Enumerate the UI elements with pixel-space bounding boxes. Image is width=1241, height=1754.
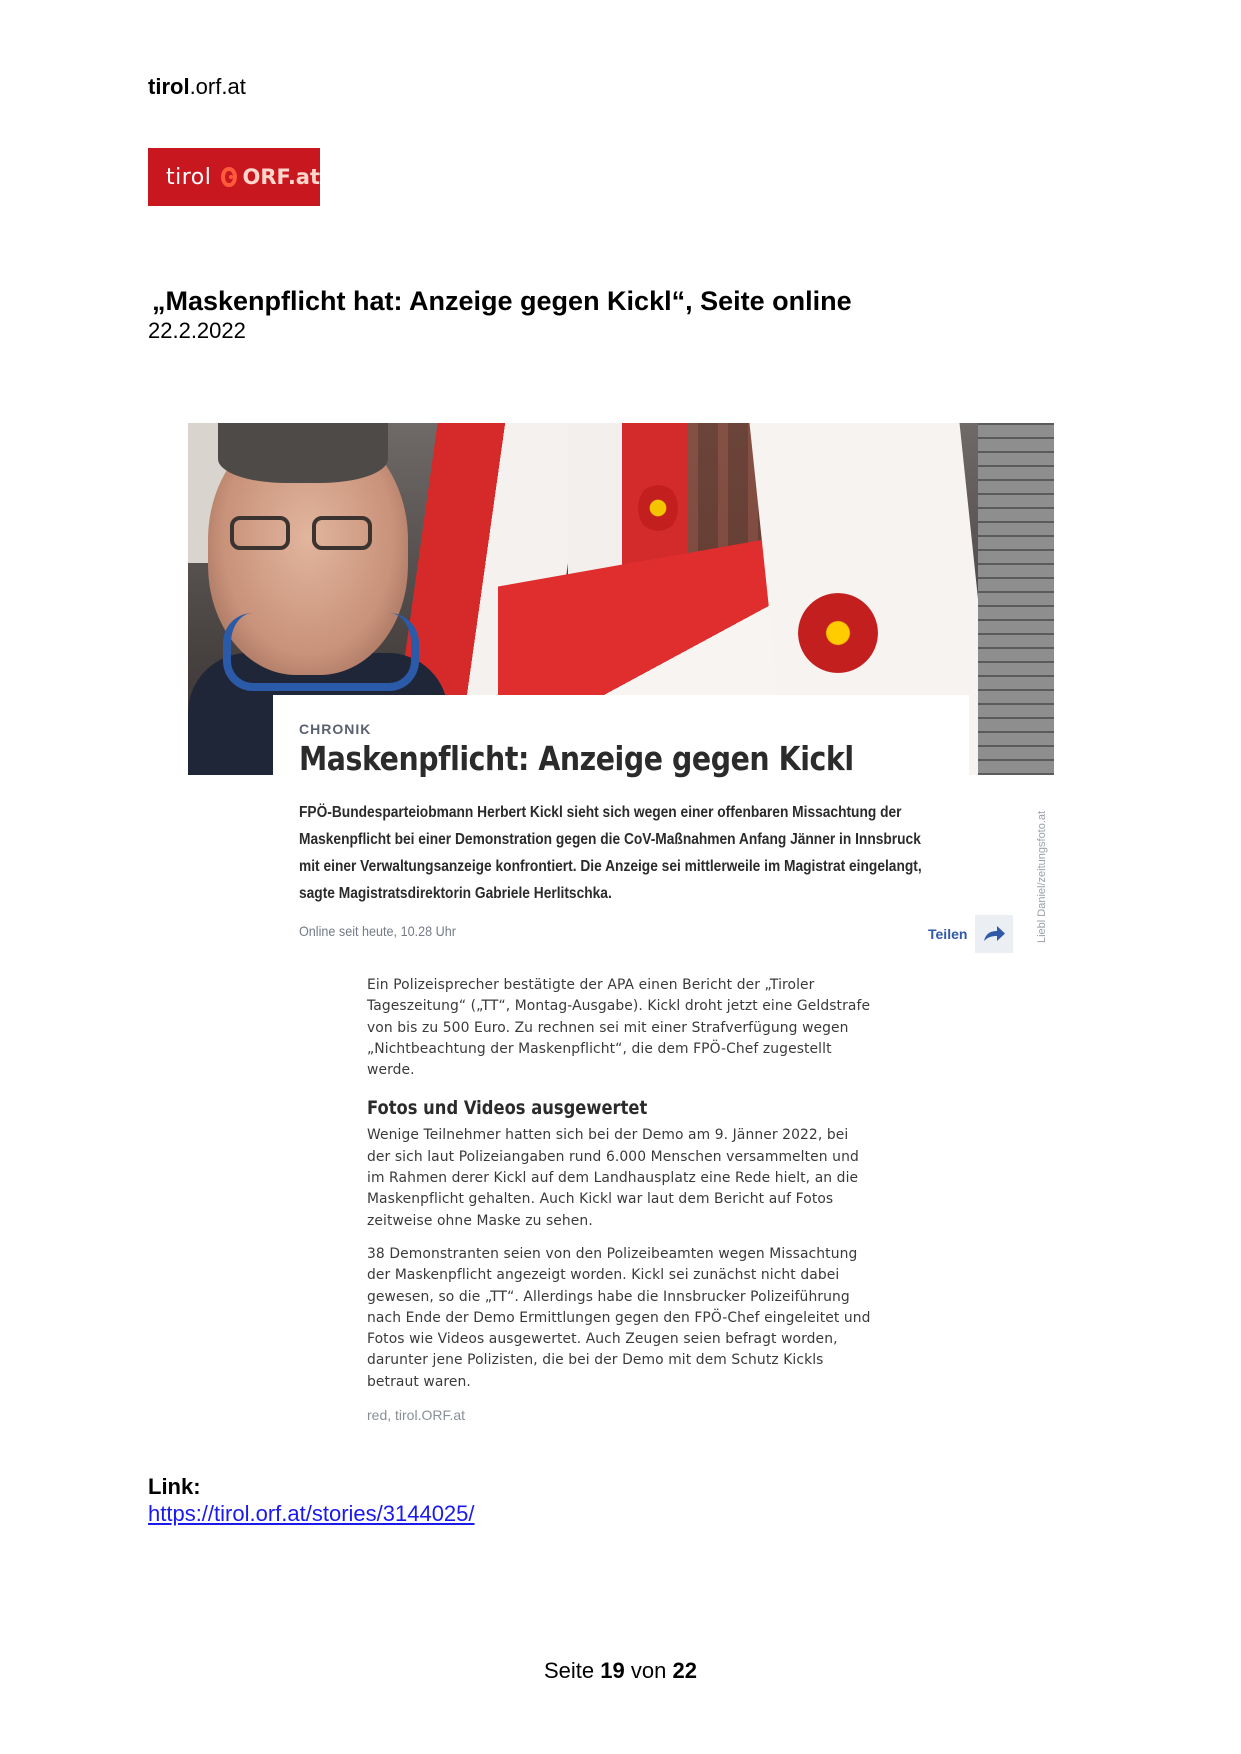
article-headline: Maskenpflicht: Anzeige gegen Kickl: [299, 739, 854, 778]
article-paragraph: Ein Polizeisprecher bestätigte der APA einen Bericht der „Tiroler Tageszeitung“ („TT“, Montag-Ausgabe). Kickl droht jetzt eine Geldstrafe von bis zu 500 Euro. Zu rechnen sei mit einer Strafverfügung wegen „Nichtbeachtung der Maskenpflicht“, die dem FPÖ-Chef zugestellt werde.: [367, 977, 871, 1079]
tyrol-eagle-emblem: [798, 593, 878, 673]
page-footer: [0, 1658, 1241, 1684]
document-date: 22.2.2022: [148, 318, 246, 343]
footer-page-total: 22: [672, 1658, 697, 1683]
site-name-bold: tirol: [148, 74, 190, 99]
share-arrow-icon[interactable]: [975, 915, 1013, 953]
photo-glasses: [230, 516, 380, 552]
article-subheading: Fotos und Videos ausgewertet: [367, 1097, 648, 1120]
link-label: Link:: [148, 1474, 201, 1499]
article-paragraph: Wenige Teilnehmer hatten sich bei der Demo am 9. Jänner 2022, bei der sich laut Polizeiangaben rund 6.000 Menschen versammelten und im Rahmen derer Kickl auf dem Landhausplatz eine Rede hielt, an die Maskenpflicht gehalten. Auch Kickl war laut dem Bericht auf Fotos zeitweise ohne Maske zu sehen.: [367, 1127, 859, 1229]
photo-hair: [218, 423, 388, 483]
source-link[interactable]: https://tirol.orf.at/stories/3144025/: [148, 1501, 475, 1526]
tyrol-eagle-emblem: [638, 483, 678, 533]
footer-page-number: 19: [600, 1658, 625, 1683]
share-button[interactable]: [928, 915, 1013, 953]
footer-middle: von: [630, 1658, 667, 1683]
document-title: „Maskenpflicht hat: Anzeige gegen Kickl“, Seite online: [152, 286, 852, 316]
logo-orf-text: ORF.at: [242, 165, 320, 189]
article-source: red, tirol.ORF.at: [367, 1407, 466, 1424]
article-category[interactable]: CHRONIK: [299, 721, 372, 737]
photo-face-mask: [223, 613, 419, 691]
article-timestamp: Online seit heute, 10.28 Uhr: [299, 923, 456, 939]
site-name: [148, 74, 246, 100]
article-body: [367, 975, 887, 1423]
logo-tirol-text: tirol: [166, 164, 212, 190]
article-paragraph: 38 Demonstranten seien von den Polizeibeamten wegen Missachtung der Maskenpflicht angezeigt worden. Kickl sei zunächst nicht dabei gewesen, so die „TT“. Allerdings habe die Innsbrucker Polizeiführung nach Ende der Demo Ermittlungen gegen den FPÖ-Chef eingeleitet und Fotos wie Videos ausgewertet. Auch Zeugen seien befragt worden, darunter jene Polizisten, die bei der Demo mit dem Schutz Kickls betraut waren.: [367, 1245, 871, 1390]
photo-credit: Liebl Daniel/zeitungsfoto.at: [1036, 810, 1048, 943]
footer-prefix: Seite: [544, 1658, 595, 1683]
photo-fence: [978, 423, 1054, 775]
orf-logo: [148, 148, 320, 206]
site-name-rest: .orf.at: [189, 74, 246, 99]
article-screenshot: [188, 423, 1054, 1453]
article-lead: FPÖ-Bundesparteiobmann Herbert Kickl sieht sich wegen einer offenbaren Missachtung der Maskenpflicht bei einer Demonstration gegen die CoV-Maßnahmen Anfang Jänner in Innsbruck mit einer Verwaltungsanzeige konfrontiert. Die Anzeige sei mittlerweile im Magistrat eingelangt, sagte Magistratsdirektorin Gabriele Herlitschka.: [299, 804, 922, 902]
share-label[interactable]: Teilen: [928, 926, 968, 942]
orf-ring-icon: [221, 167, 236, 187]
